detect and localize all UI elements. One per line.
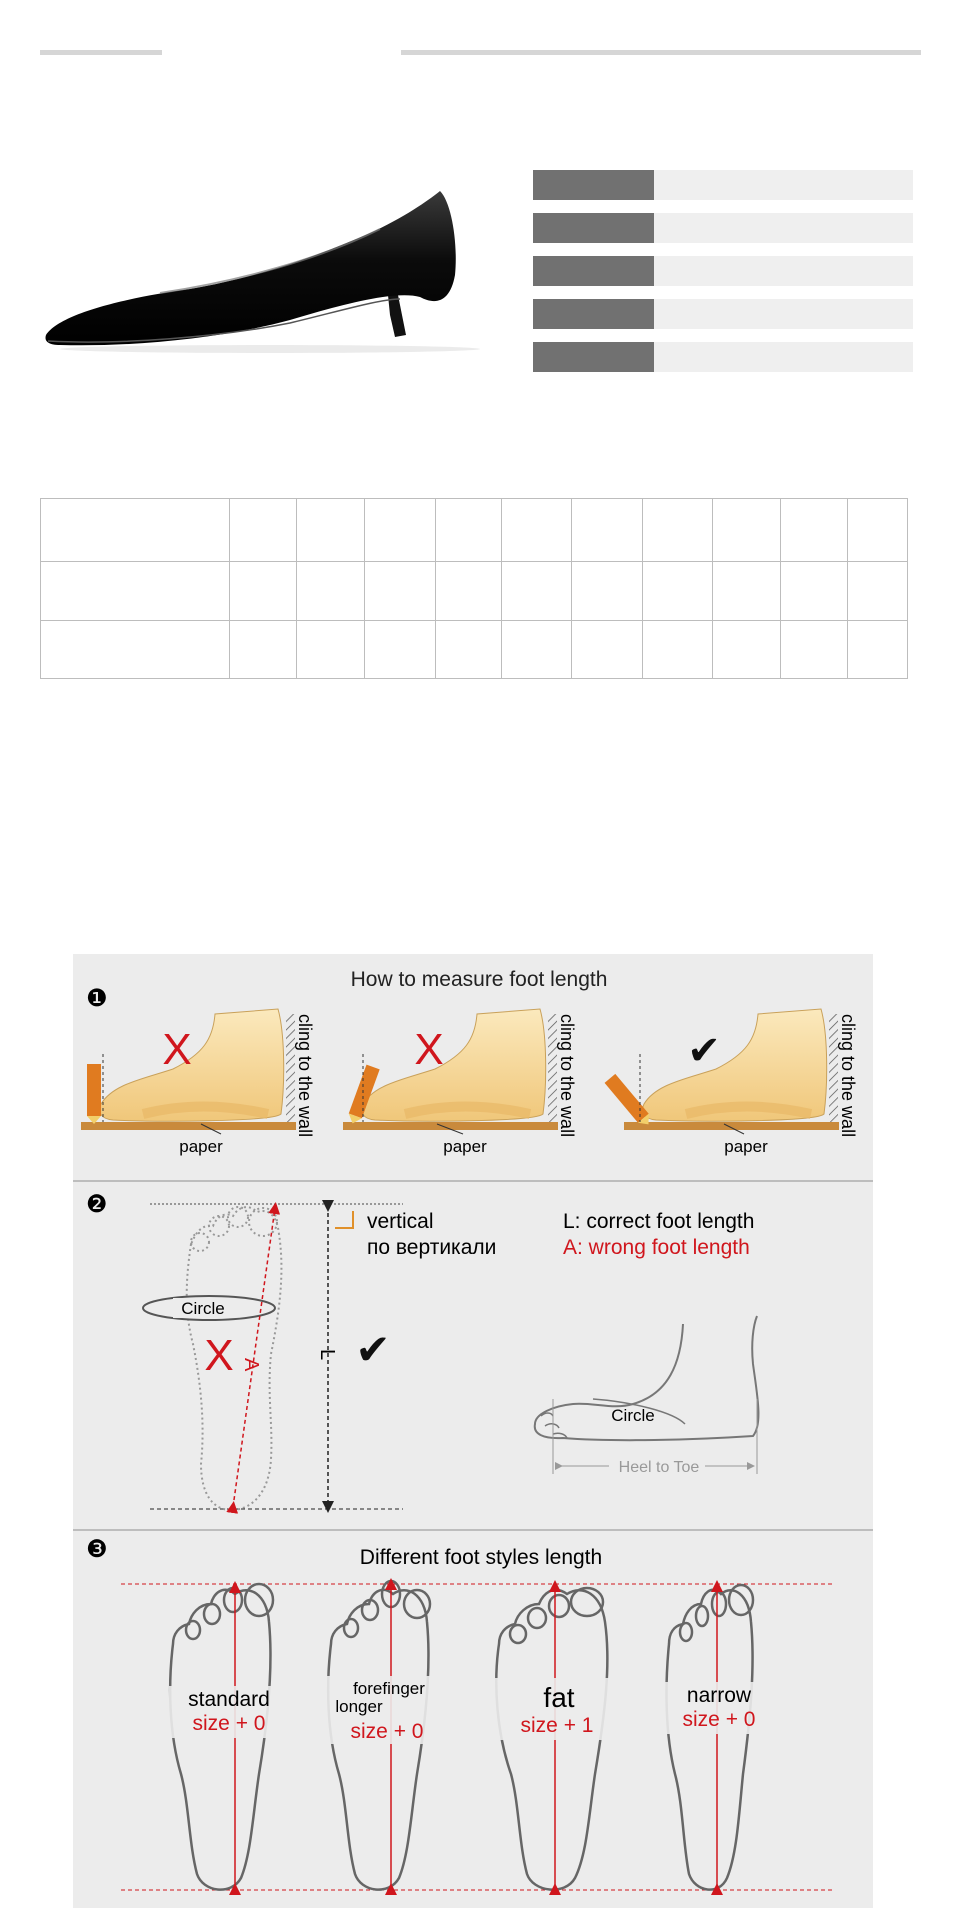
section3-title: Different foot styles length: [359, 1546, 603, 1569]
legend-wrong: A: wrong foot length: [563, 1236, 750, 1259]
circle-label: Circle: [181, 1299, 225, 1318]
section2-badge: ❷: [86, 1191, 108, 1218]
spec-value-cell: [654, 170, 913, 200]
spec-value-cell: [654, 256, 913, 286]
label-a: A: [240, 1358, 262, 1372]
foot-size-fat: size + 1: [520, 1714, 594, 1737]
spec-label-cell: [533, 299, 654, 329]
foot-name-fat: fat: [543, 1682, 575, 1713]
spec-value-cell: [654, 299, 913, 329]
table-cell: [643, 499, 713, 562]
paper-label-2: paper: [443, 1137, 487, 1156]
table-cell: [572, 621, 643, 679]
table-cell: [572, 499, 643, 562]
table-cell: [781, 621, 848, 679]
table-cell: [643, 562, 713, 621]
section1-title: How to measure foot length: [350, 968, 608, 991]
table-cell: [781, 562, 848, 621]
spec-bars: [533, 170, 913, 385]
foot-size-narrow: size + 0: [682, 1708, 756, 1731]
paper-label-3: paper: [724, 1137, 768, 1156]
foot-size-forefinger: size + 0: [350, 1720, 424, 1743]
table-cell: [297, 621, 365, 679]
table-cell: [41, 499, 230, 562]
table-row: [41, 499, 908, 562]
table-cell: [436, 621, 502, 679]
spec-row: [533, 299, 913, 329]
spec-row: [533, 256, 913, 286]
foot-name-forefinger: forefinger: [353, 1679, 425, 1698]
foot-size-standard: size + 0: [192, 1712, 266, 1735]
vertical-en-label: vertical: [367, 1210, 434, 1233]
table-cell: [41, 562, 230, 621]
spec-value-cell: [654, 342, 913, 372]
table-cell: [502, 562, 572, 621]
table-cell: [436, 562, 502, 621]
right-mark-l: ✔: [355, 1326, 391, 1373]
wrong-mark-1: X: [162, 1025, 192, 1074]
table-cell: [848, 621, 908, 679]
spec-label-cell: [533, 256, 654, 286]
table-cell: [230, 499, 297, 562]
label-l: L: [316, 1349, 338, 1361]
measure-guide-panel: [73, 954, 873, 1908]
section1-badge: ❶: [86, 985, 108, 1012]
measure-step-3: [605, 1009, 858, 1156]
table-cell: [297, 562, 365, 621]
right-mark-3: ✔: [687, 1029, 721, 1073]
table-cell: [502, 499, 572, 562]
section-divider: [73, 1529, 873, 1531]
measure-step-1: [81, 1009, 315, 1156]
table-row: [41, 621, 908, 679]
header-rule-left: [40, 50, 162, 55]
table-cell: [502, 621, 572, 679]
table-cell: [713, 621, 781, 679]
spec-label-cell: [533, 213, 654, 243]
wrong-mark-a: X: [204, 1331, 234, 1380]
wrong-mark-2: X: [414, 1025, 444, 1074]
table-cell: [848, 499, 908, 562]
spec-row: [533, 213, 913, 243]
wall-label-1: cling to the wall: [295, 1014, 315, 1138]
wall-label-3: cling to the wall: [838, 1014, 858, 1138]
table-cell: [713, 499, 781, 562]
table-cell: [436, 499, 502, 562]
foot-name-standard: standard: [188, 1688, 270, 1711]
table-cell: [781, 499, 848, 562]
table-cell: [297, 499, 365, 562]
table-row: [41, 562, 908, 621]
foot-narrow: [665, 1585, 775, 1890]
vertical-ru-label: по вертикали: [367, 1236, 497, 1259]
foot-fat: [493, 1586, 623, 1890]
legend-correct: L: correct foot length: [563, 1210, 755, 1233]
wall-label-2: cling to the wall: [557, 1014, 577, 1138]
measure-guide-graphic: [73, 954, 873, 1908]
size-table: [40, 498, 908, 679]
foot-name-narrow: narrow: [686, 1684, 752, 1707]
table-cell: [572, 562, 643, 621]
spec-row: [533, 342, 913, 372]
section-divider: [73, 1180, 873, 1182]
circle-label-side: Circle: [611, 1406, 655, 1425]
spec-row: [533, 170, 913, 200]
table-cell: [848, 562, 908, 621]
paper-label-1: paper: [179, 1137, 223, 1156]
header-rule-right: [401, 50, 921, 55]
section3-badge: ❸: [86, 1536, 108, 1563]
heel-to-toe-label: Heel to Toe: [618, 1459, 700, 1476]
table-cell: [643, 621, 713, 679]
table-cell: [365, 562, 436, 621]
table-cell: [41, 621, 230, 679]
table-cell: [365, 499, 436, 562]
table-cell: [230, 621, 297, 679]
foot-forefinger-longer: [323, 1581, 457, 1890]
spec-label-cell: [533, 342, 654, 372]
spec-label-cell: [533, 170, 654, 200]
spec-value-cell: [654, 213, 913, 243]
foot-standard: [169, 1584, 299, 1890]
table-cell: [713, 562, 781, 621]
table-cell: [365, 621, 436, 679]
product-image: [40, 185, 480, 365]
table-cell: [230, 562, 297, 621]
foot-name-longer: longer: [335, 1697, 383, 1716]
measure-step-2: [343, 1009, 577, 1156]
